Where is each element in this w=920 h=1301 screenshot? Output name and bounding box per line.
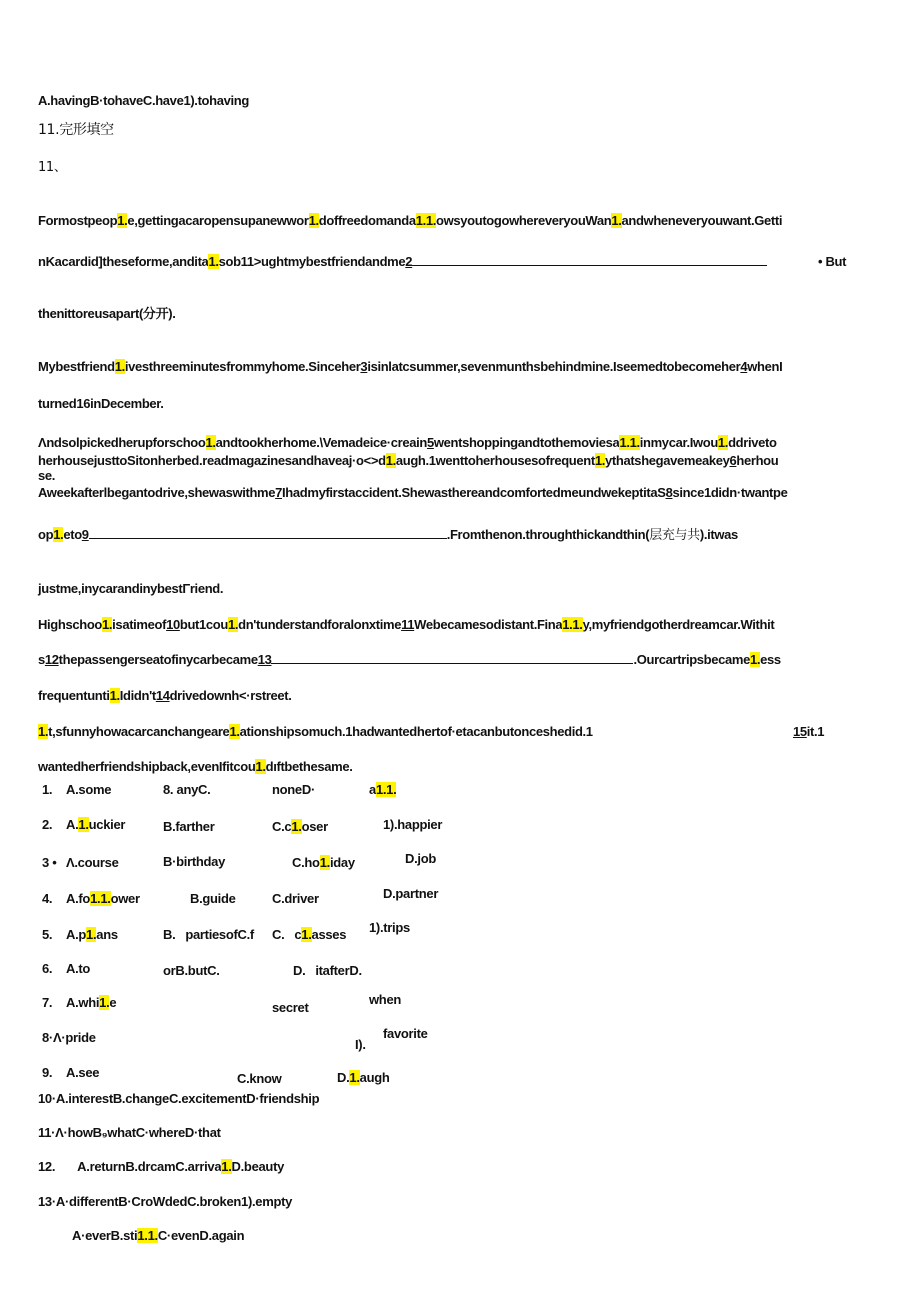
passage-line: op1.eto9 .Fromthenon.throughthickandthin(层充与共).itwas — [38, 527, 738, 543]
passage-line: nKacardid]theseforme,andita1.sob11>ughtmybestfriendandme2 — [38, 253, 767, 271]
option-c: C.driver — [272, 891, 319, 906]
option-number: 7. — [42, 995, 53, 1010]
option-d: when — [369, 992, 402, 1007]
option-line: 12. A.returnB.drcamC.arriva1.D.beauty — [38, 1159, 285, 1174]
option-a: A.see — [66, 1065, 100, 1080]
option-line: 10·A.interestB.changeC.excitementD·friendship — [38, 1091, 320, 1106]
option-a: A.to — [66, 961, 91, 976]
option-number: 6. — [42, 961, 53, 976]
option-c: I). — [355, 1037, 366, 1052]
section-heading: 11.完形填空 — [38, 122, 114, 138]
answer-blank — [271, 651, 633, 664]
option-b: orB.butC. — [163, 963, 220, 978]
option-number: 8·Λ·pride — [42, 1030, 96, 1045]
option-d: a1.1. — [369, 782, 397, 797]
question-number: 11、 — [38, 160, 67, 175]
passage-line: justme,inycarandinybestΓriend. — [38, 581, 224, 596]
option-a: A.some — [66, 782, 112, 797]
passage-line: turned16inDecember. — [38, 396, 164, 411]
option-line: 11·Λ·howB₉whatC·whereD·that — [38, 1125, 221, 1140]
option-b: B. partiesofC.f — [163, 927, 254, 942]
passage-line: wantedherfriendshipback,evenIfitcou1.dıftbethesame. — [38, 759, 353, 774]
option-line: 13·A·differentB·CroWdedC.broken1).empty — [38, 1194, 293, 1209]
passage-line: Mybestfriend1.ivesthreeminutesfrommyhome.Sinceher3isinlatcsummer,sevenmunthsbehindmine.Iseemedtobecomeher4whenI — [38, 359, 783, 374]
passage-line: se. — [38, 468, 56, 483]
option-d: D.job — [405, 851, 436, 866]
passage-line: Aweekafterlbegantodrive,shewaswithme7Ihadmyfirstaccident.ShewasthereandcomfortedmeundwekeptitaS8since1didn·twantpe — [38, 485, 788, 500]
top-options-line: A.havingB·tohaveC.have1).tohaving — [38, 93, 249, 108]
option-c: secret — [272, 1000, 309, 1015]
option-number: 2. — [42, 817, 53, 832]
option-c: C.c1.oser — [272, 819, 328, 834]
passage-line: Formostpeop1.e,gettingacaropensupanewwor1.doffreedomanda1.1.owsyoutogowhereveryouWan1.andwheneveryouwant.Getti — [38, 213, 783, 228]
option-d: favorite — [383, 1026, 428, 1041]
option-c: C.know — [237, 1071, 282, 1086]
option-number: 4. — [42, 891, 53, 906]
passage-line-end: • But — [818, 254, 847, 269]
option-d: D.1.augh — [337, 1070, 390, 1085]
option-line: A·everB.sti1.1.C·evenD.again — [72, 1228, 245, 1243]
option-a: A.whi1.e — [66, 995, 117, 1010]
passage-line: Λndsolpickedherupforschoo1.andtookherhome.\Vemadeice·creain5wentshoppingandtothemoviesa1.1.inmycar.Iwou1.ddriveto — [38, 435, 777, 450]
option-d: 1).trips — [369, 920, 410, 935]
option-number: 3 • — [42, 855, 57, 870]
blank-number: 2 — [405, 254, 413, 269]
option-b: B.farther — [163, 819, 215, 834]
passage-line: Highschoo1.isatimeof10but1cou1.dn'tunderstandforalonxtime11Webecamesodistant.Fina1.1.y,myfriendgotherdreamcar.Withit — [38, 617, 775, 632]
option-a: Λ.course — [66, 855, 119, 870]
option-b: B·birthday — [163, 854, 226, 869]
option-c: D. itafterD. — [293, 963, 362, 978]
passage-line: thenittoreusapart(分开). — [38, 306, 176, 321]
answer-blank — [412, 253, 767, 266]
answer-blank — [89, 526, 447, 539]
passage-line: 1.t,sfunnyhowacarcanchangeare1.ationshipsomuch.1hadwantedhertof·etacanbutonceshedid.1 — [38, 724, 593, 739]
option-c: C. c1.asses — [272, 927, 347, 942]
option-b: B.guide — [190, 891, 236, 906]
option-d: D.partner — [383, 886, 439, 901]
option-number: 1. — [42, 782, 53, 797]
option-a: A.1.uckier — [66, 817, 126, 832]
option-d: 1).happier — [383, 817, 443, 832]
option-c: noneD· — [272, 782, 315, 797]
passage-line: herhousejusttoSitonherbed.readmagazinesandhaveaj·o<>d1.augh.1wenttoherhousesofrequent1.ythatshegavemeakey6herhou — [38, 453, 779, 468]
option-number: 9. — [42, 1065, 53, 1080]
option-b: 8. anyC. — [163, 782, 211, 797]
option-a: A.fo1.1.ower — [66, 891, 140, 906]
option-a: A.p1.ans — [66, 927, 118, 942]
option-c: C.ho1.iday — [292, 855, 355, 870]
passage-line-end: 15it.1 — [793, 724, 825, 739]
option-number: 5. — [42, 927, 53, 942]
passage-line: frequentunti1.Ididn't14drivedownh<·rstreet. — [38, 688, 292, 703]
passage-line: s12thepassengerseatofinycarbecame13 .Ourcartripsbecame1.ess — [38, 652, 781, 667]
